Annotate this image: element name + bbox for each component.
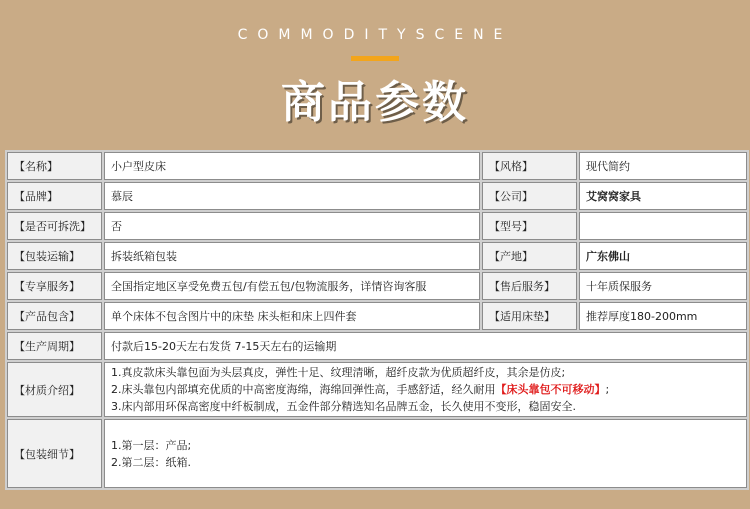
param-value-service: 全国指定地区享受免费五包/有偿五包/包物流服务，详情咨询客服 — [104, 272, 480, 300]
param-value-washable: 否 — [104, 212, 480, 240]
param-label-cycle: 【生产周期】 — [7, 332, 102, 360]
param-value-pack-details — [104, 419, 747, 488]
table-row — [7, 152, 747, 180]
param-label-name: 【名称】 — [7, 152, 102, 180]
param-value-style: 现代简约 — [579, 152, 747, 180]
table-row — [7, 362, 747, 417]
param-label-packaging: 【包装运输】 — [7, 242, 102, 270]
param-label-service: 【专享服务】 — [7, 272, 102, 300]
param-label-after-sales: 【售后服务】 — [482, 272, 577, 300]
table-row — [7, 302, 747, 330]
table-row — [7, 182, 747, 210]
param-value-includes: 单个床体不包含图片中的床垫 床头柜和床上四件套 — [104, 302, 480, 330]
banner-eyebrow: COMMODITYSCENE — [237, 27, 513, 43]
material-line-1: 1.真皮款床头靠包面为头层真皮，弹性十足、纹理清晰，超纤皮款为优质超纤皮，其余是仿皮; — [111, 366, 566, 379]
param-value-company: 艾窝窝家具 — [579, 182, 747, 210]
params-table — [5, 150, 749, 490]
param-label-brand: 【品牌】 — [7, 182, 102, 210]
table-row — [7, 272, 747, 300]
pack-line-2: 2.第二层：纸箱. — [111, 455, 191, 469]
material-line-2-text: 2.床头靠包内部填充优质的中高密度海绵，海绵回弹性高，手感舒适，经久耐用 — [111, 383, 496, 396]
param-value-packaging: 拆装纸箱包装 — [104, 242, 480, 270]
table-row — [7, 212, 747, 240]
table-row — [7, 419, 747, 488]
param-value-origin: 广东佛山 — [579, 242, 747, 270]
param-label-washable: 【是否可拆洗】 — [7, 212, 102, 240]
param-value-after-sales: 十年质保服务 — [579, 272, 747, 300]
param-value-cycle: 付款后15-20天左右发货 7-15天左右的运输期 — [104, 332, 747, 360]
pack-line-1: 1.第一层：产品; — [111, 438, 192, 452]
param-label-model: 【型号】 — [482, 212, 577, 240]
param-label-style: 【风格】 — [482, 152, 577, 180]
table-row — [7, 332, 747, 360]
param-value-material — [104, 362, 747, 417]
material-warning: 【床头靠包不可移动】 — [495, 383, 606, 396]
param-value-mattress: 推荐厚度180-200mm — [579, 302, 747, 330]
header-banner — [0, 0, 750, 140]
material-line-3: 3.床内部用环保高密度中纤板制成，五金件部分精选知名品牌五金，长久使用不变形，稳固安全. — [111, 400, 576, 413]
table-row — [7, 242, 747, 270]
param-label-company: 【公司】 — [482, 182, 577, 210]
param-label-material: 【材质介绍】 — [7, 362, 102, 417]
material-line-2-end: ; — [605, 383, 610, 396]
param-label-mattress: 【适用床垫】 — [482, 302, 577, 330]
param-value-name: 小户型皮床 — [104, 152, 480, 180]
param-value-brand: 慕辰 — [104, 182, 480, 210]
page-title: 商品参数 — [281, 77, 469, 128]
material-line-2 — [111, 381, 740, 398]
param-label-includes: 【产品包含】 — [7, 302, 102, 330]
param-value-model — [579, 212, 747, 240]
param-label-pack-details: 【包装细节】 — [7, 419, 102, 488]
accent-bar — [351, 56, 399, 61]
param-label-origin: 【产地】 — [482, 242, 577, 270]
